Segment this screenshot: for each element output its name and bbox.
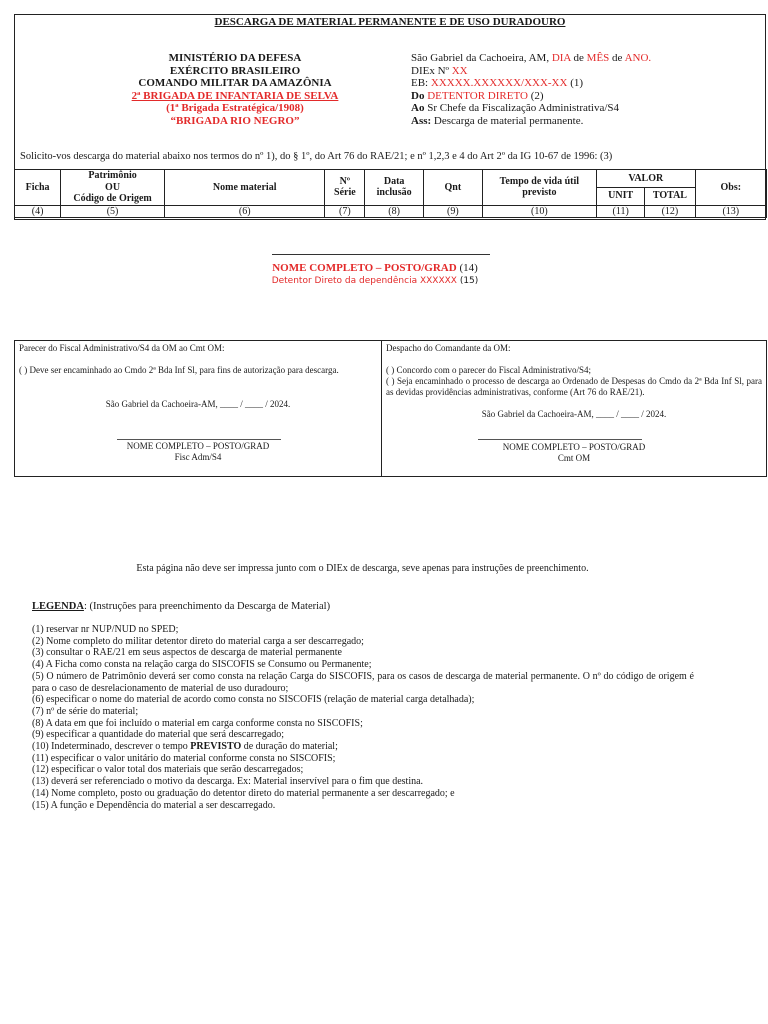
col-tempo-vida <box>482 170 596 206</box>
list-item: (3) consultar o RAE/21 em seus aspectos de descarga de material permanente <box>32 647 342 659</box>
material-table <box>14 169 767 218</box>
year-field: ANO. <box>624 52 652 64</box>
org-line-brigade-nickname: “BRIGADA RIO NEGRO” <box>170 114 300 127</box>
eb-number: XXXXX.XXXXXX/XXX-XX <box>430 77 568 89</box>
org-line-army: EXÉRCITO BRASILEIRO <box>169 64 301 77</box>
list-item: (15) A função e Dependência do material a ser descarregado. <box>32 799 276 811</box>
place-text: São Gabriel da Cachoeira, AM, <box>411 52 552 64</box>
from-label: Do <box>411 89 425 102</box>
date-connector: de <box>609 52 625 64</box>
subject-label: Ass: <box>411 114 432 127</box>
col-serie <box>325 170 365 206</box>
document-info-block <box>411 52 761 127</box>
table-cell: (13) <box>695 205 766 218</box>
organization-block <box>75 52 395 127</box>
col-valor-total: TOTAL <box>645 187 695 205</box>
col-tempo-l2: previsto <box>522 187 557 199</box>
commander-sign-name: NOME COMPLETO – POSTO/GRAD <box>502 442 646 452</box>
to-label: Ao <box>411 102 425 114</box>
holder-name-ref: (14) <box>456 262 478 274</box>
col-obs: Obs: <box>695 170 766 206</box>
list-item: (6) especificar o nome do material de acordo como consta no SISCOFIS (relação de material carga detalhada); <box>32 694 475 706</box>
holder-signature-role <box>0 276 750 286</box>
col-data-l1: Data <box>383 175 405 187</box>
table-cell: (9) <box>423 205 482 218</box>
document-title: DESCARGA DE MATERIAL PERMANENTE E DE USO DURADOURO <box>214 16 566 28</box>
col-data-l2: inclusão <box>376 187 412 199</box>
eb-line <box>411 77 761 90</box>
list-item: (7) nº de série do material; <box>32 705 139 717</box>
diex-number: XX <box>451 64 468 77</box>
col-patrimonio-l3: Código de Origem <box>73 193 152 204</box>
commander-option-1: ( ) Concordo com o parecer do Fiscal Administrativo/S4; <box>386 365 591 375</box>
col-ficha: Ficha <box>15 170 61 206</box>
print-note: Esta página não deve ser impressa junto com o DIEx de descarga, seve apenas para instruções de preenchimento. <box>136 563 589 574</box>
commander-option-2: ( ) Seja encaminhado o processo de descarga ao Ordenado de Despesas do Cmdo da 2ª Bda Inf Sl, para as devidas providências administrativas, conforme (Art 76 do RAE/21). <box>386 376 762 397</box>
holder-signature-name <box>0 262 750 274</box>
org-line-ministry: MINISTÉRIO DA DEFESA <box>168 52 302 64</box>
legend-subtitle: : (Instruções para preenchimento da Descarga de Material) <box>83 601 331 612</box>
to-line <box>411 102 761 115</box>
col-tempo-l1: Tempo de vida útil <box>499 175 580 187</box>
col-valor-unit: UNIT <box>597 187 645 205</box>
list-item: (13) deverá ser referenciado o motivo da descarga. Ex: Material inservível para o fim que destina. <box>32 776 424 788</box>
list-item: (14) Nome completo, posto ou graduação do detentor direto do material permanente a ser descarregado; e <box>32 787 455 799</box>
commander-dispatch-box <box>381 340 767 477</box>
legend-list <box>32 624 694 811</box>
org-line-brigade: 2ª BRIGADA DE INFANTARIA DE SELVA <box>131 89 339 102</box>
list-item: (2) Nome completo do militar detentor direto do material carga a ser descarregado; <box>32 635 364 647</box>
list-item: (1) reservar nr NUP/NUD no SPED; <box>32 624 179 635</box>
fiscal-heading: Parecer do Fiscal Administrativo/S4 da OM ao Cmt OM: <box>19 343 225 353</box>
col-data-inclusao <box>365 170 424 206</box>
subject-value: Descarga de material permanente. <box>431 114 584 127</box>
col-serie-l1: Nº <box>339 175 351 187</box>
org-line-brigade-sub: (1ª Brigada Estratégica/1908) <box>166 102 304 114</box>
list-item <box>32 741 694 753</box>
list-item: (4) A Ficha como consta na relação carga do SISCOFIS se Consumo ou Permanente; <box>32 659 372 671</box>
list-item: (9) especificar a quantidade do material que será descarregado; <box>32 729 285 741</box>
eb-ref: (1) <box>567 77 584 89</box>
eb-label: EB: <box>411 77 431 89</box>
legend-heading <box>32 601 330 612</box>
fiscal-sign-role: Fisc Adm/S4 <box>174 452 222 462</box>
table-cell: (5) <box>61 205 165 218</box>
commander-signature-line <box>478 439 642 440</box>
col-serie-l2: Série <box>334 187 356 199</box>
table-cell: (11) <box>597 205 645 218</box>
request-paragraph: Solicito-vos descarga do material abaixo nos termos do nº 1), do § 1º, do Art 76 do RAE/21; e nº 1,2,3 e 4 do Art 2º da IG 10-67 de 1996: (3) <box>20 151 613 162</box>
legend-title: LEGENDA <box>32 601 84 612</box>
table-cell: (8) <box>365 205 424 218</box>
diex-line <box>411 65 761 78</box>
table-cell: (12) <box>645 205 695 218</box>
commander-date-line: São Gabriel da Cachoeira-AM, ____ / ____ / 2024. <box>481 409 667 419</box>
fiscal-opinion-box <box>14 340 382 477</box>
list-item: (5) O número de Patrimônio deverá ser como consta na relação Carga do SISCOFIS, para os casos de descarga de material permanente. O nº do código de origem é para o caso de desrelacionamento de material de uso duradouro; <box>32 670 694 694</box>
commander-sign-role: Cmt OM <box>557 453 591 463</box>
legend-item-10-bold: PREVISTO <box>190 741 242 753</box>
date-connector: de <box>570 52 587 64</box>
from-line <box>411 90 761 103</box>
col-qnt: Qnt <box>423 170 482 206</box>
fiscal-option: ( ) Deve ser encaminhado ao Cmdo 2ª Bda Inf Sl, para fins de autorização para descarga. <box>19 365 339 375</box>
legend-item-10-text: (10) Indeterminado, descrever o tempo <box>32 741 191 753</box>
table-cell: (4) <box>15 205 61 218</box>
list-item: (12) especificar o valor total dos materiais que serão descarregados; <box>32 764 304 776</box>
fiscal-signature-line <box>117 439 281 440</box>
place-date-line <box>411 52 761 65</box>
list-item: (8) A data em que foi incluído o material em carga conforme consta no SISCOFIS; <box>32 717 363 729</box>
legend-item-10-tail: de duração do material; <box>241 741 338 753</box>
org-line-command: COMANDO MILITAR DA AMAZÔNIA <box>138 77 332 89</box>
from-ref: (2) <box>527 89 544 102</box>
table-header-row <box>15 170 767 188</box>
month-field: MÊS <box>586 52 610 64</box>
fiscal-date-line: São Gabriel da Cachoeira-AM, ____ / ____ / 2024. <box>105 399 291 409</box>
holder-name: NOME COMPLETO – POSTO/GRAD <box>272 262 457 274</box>
col-patrimonio-l2: OU <box>105 181 121 193</box>
day-field: DIA <box>551 52 571 64</box>
col-valor: VALOR <box>597 170 696 188</box>
table-cell: (7) <box>325 205 365 218</box>
commander-heading: Despacho do Comandante da OM: <box>386 343 511 353</box>
table-row <box>15 205 767 218</box>
col-patrimonio-l1: Patrimônio <box>88 170 137 181</box>
signature-line <box>272 254 490 255</box>
holder-role-ref: (15) <box>456 276 479 286</box>
list-item: (11) especificar o valor unitário do material conforme consta no SISCOFIS; <box>32 752 336 764</box>
table-cell: (6) <box>164 205 324 218</box>
col-nome-material: Nome material <box>164 170 324 206</box>
subject-line <box>411 115 761 128</box>
table-cell: (10) <box>482 205 596 218</box>
holder-role: Detentor Direto da dependência XXXXXX <box>271 276 457 286</box>
diex-label: DIEx Nº <box>411 64 452 77</box>
fiscal-sign-name: NOME COMPLETO – POSTO/GRAD <box>126 441 270 451</box>
col-patrimonio <box>61 170 165 206</box>
from-value: DETENTOR DIRETO <box>427 89 528 102</box>
to-value: Sr Chefe da Fiscalização Administrativa/S4 <box>424 102 620 114</box>
